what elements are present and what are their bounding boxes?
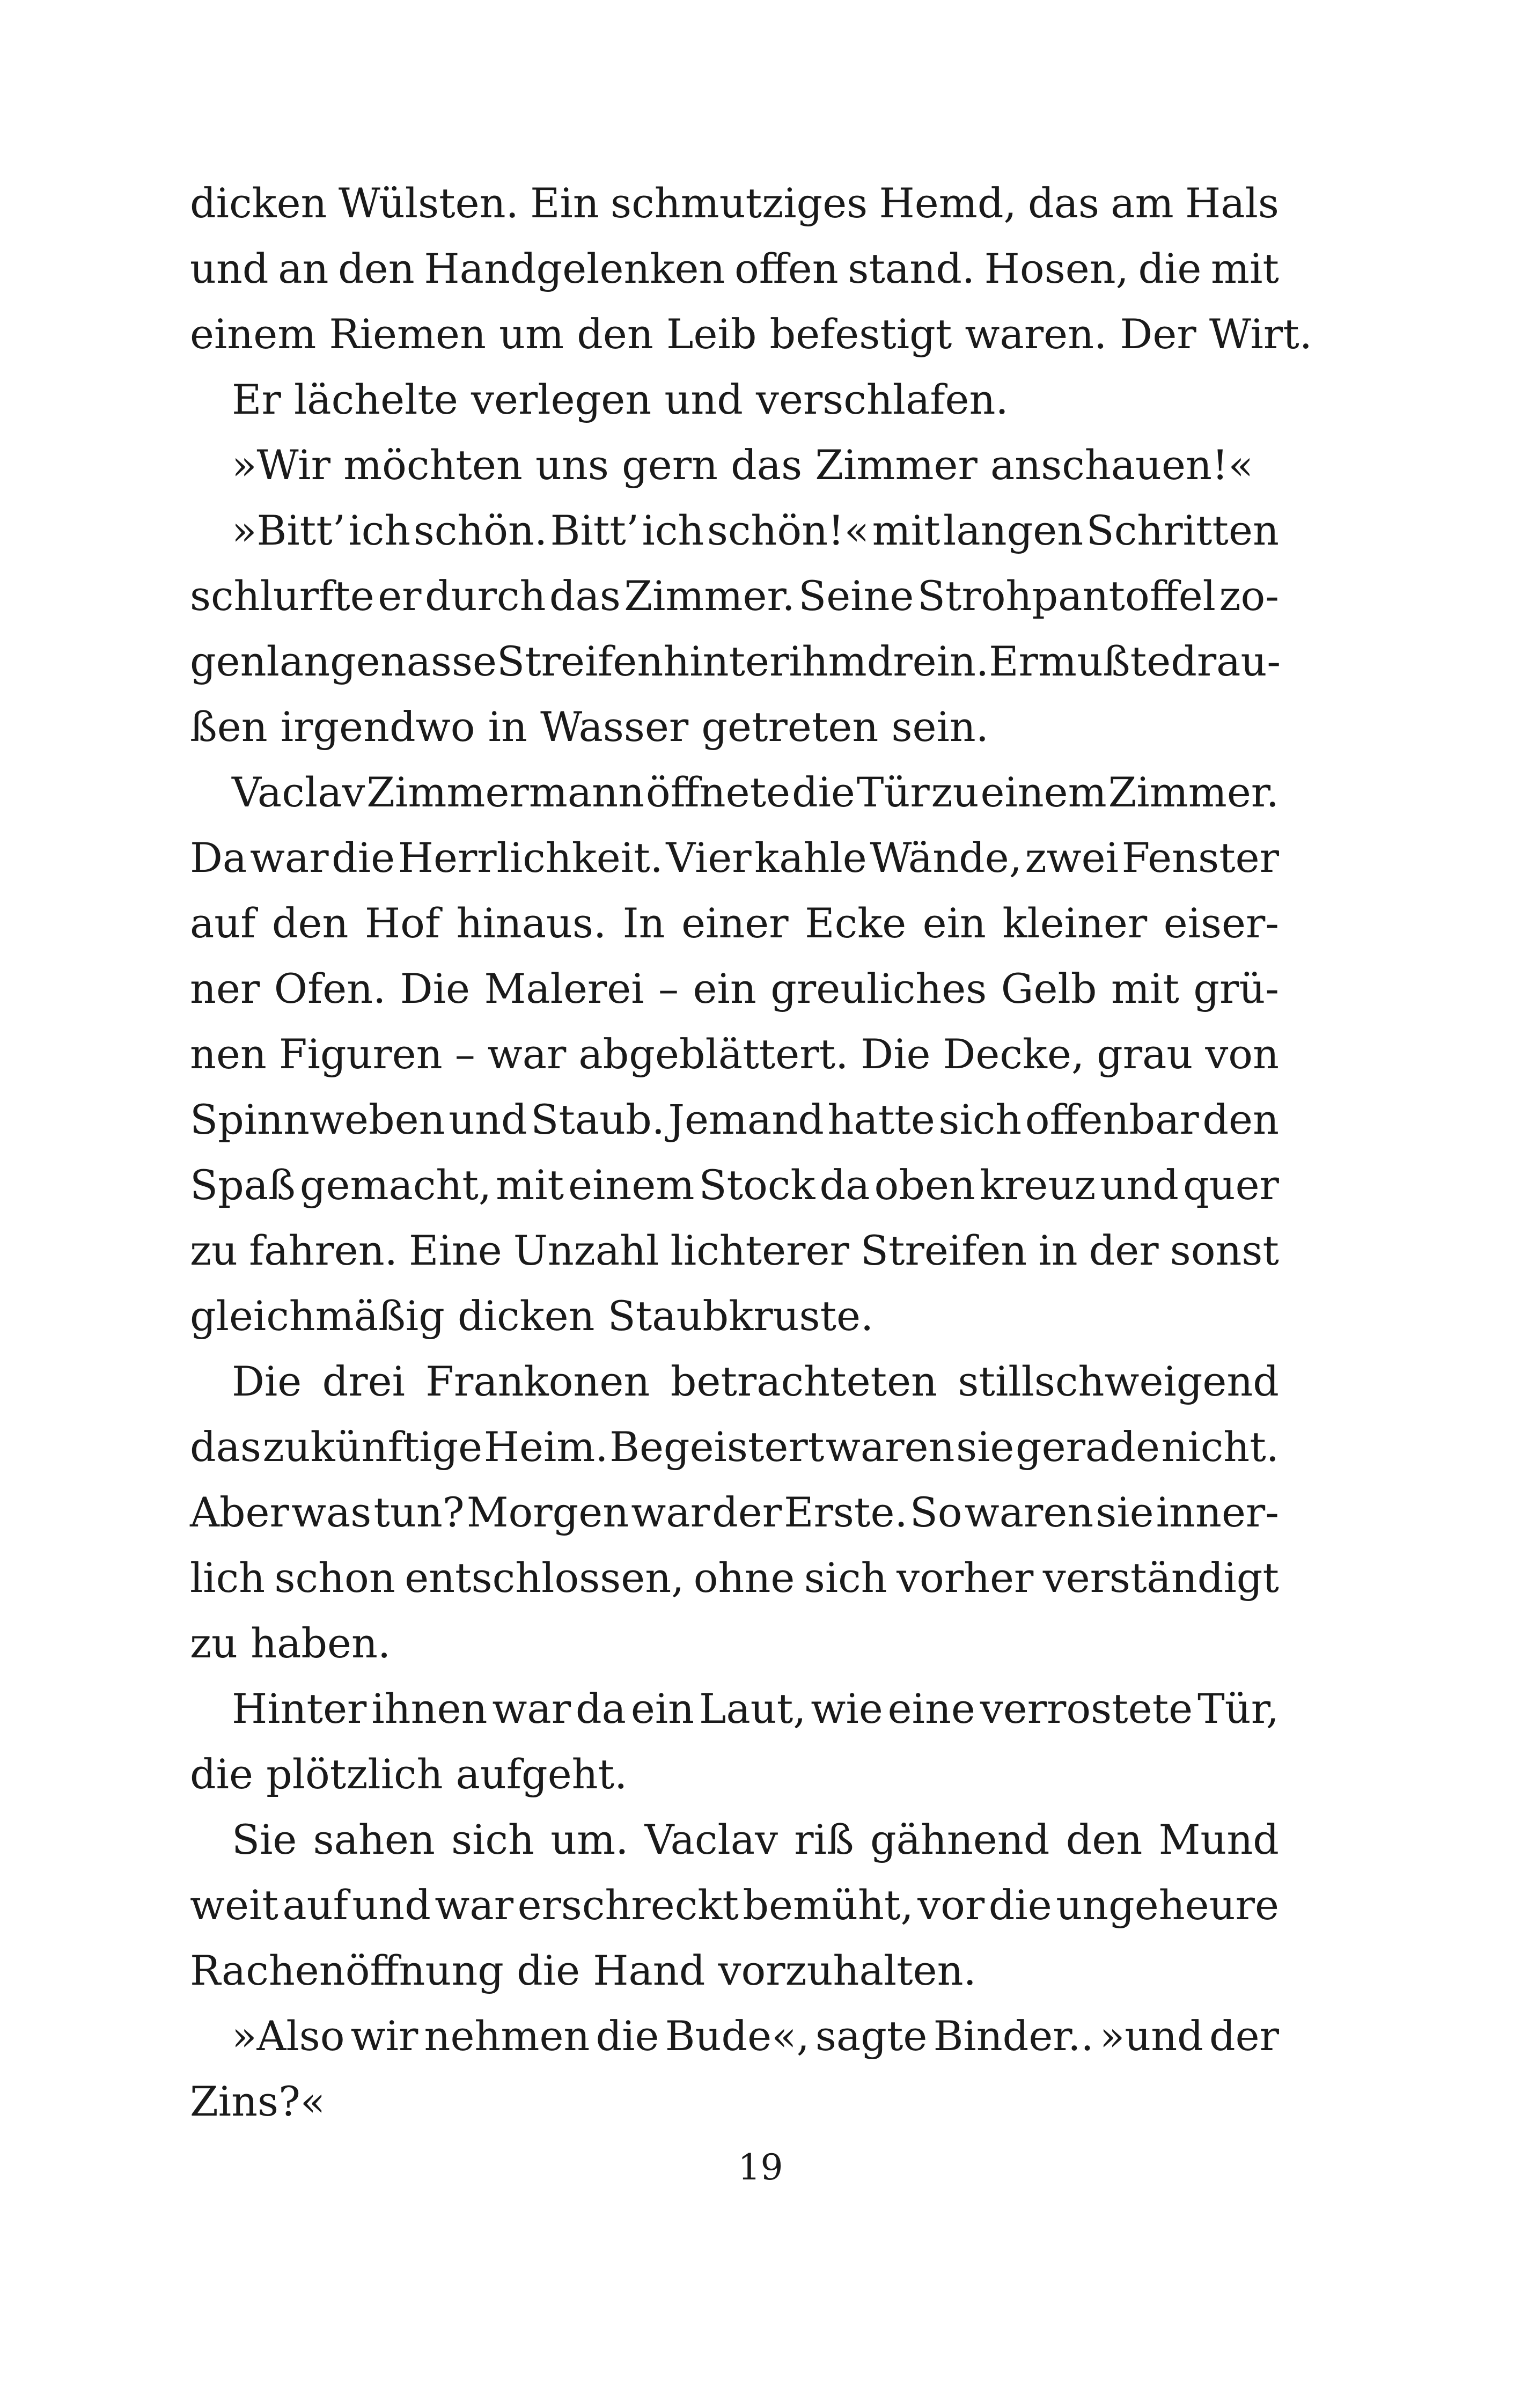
word: Bude«, [665, 2012, 810, 2060]
word: der [1209, 2012, 1279, 2060]
word: Hemd, [879, 179, 1017, 227]
text-line [190, 1807, 1279, 1873]
word: Streifen [497, 637, 664, 685]
word: hinter [663, 637, 789, 685]
word: ein [922, 899, 986, 947]
word: mußte [1038, 637, 1171, 685]
word: Schritten [1086, 506, 1279, 554]
word: und [352, 1881, 431, 1929]
word: Die [232, 1357, 302, 1405]
word: sahen [313, 1816, 435, 1863]
word: wie [811, 1685, 883, 1732]
word: zo- [1219, 572, 1279, 620]
text-line [190, 1218, 1279, 1283]
word: das [549, 572, 621, 620]
word: gähnend [870, 1816, 1050, 1863]
word: Frankonen [425, 1357, 650, 1405]
word: nen [190, 1030, 267, 1078]
word: Vier [666, 834, 752, 882]
word: bemüht, [743, 1881, 914, 1929]
word: und [1100, 1161, 1179, 1209]
word: Tür [856, 768, 930, 816]
word: ihnen [371, 1685, 488, 1732]
word: einem [980, 768, 1107, 816]
word: weit [190, 1881, 278, 1929]
word: Jemand [668, 1096, 824, 1143]
word: sie [1096, 1488, 1154, 1536]
word: mit [496, 1161, 564, 1209]
text-line [190, 236, 1279, 302]
word: Streifen [860, 1227, 1027, 1274]
word: Zimmer. [1108, 768, 1279, 816]
word: öffnete [645, 768, 791, 816]
text-line: gleichmäßig dicken Staubkruste. [190, 1292, 874, 1340]
word: der [712, 1488, 782, 1536]
word: und [449, 1096, 527, 1143]
text-line [190, 498, 1279, 563]
word: nasse [380, 637, 497, 685]
word: in [1038, 1227, 1078, 1274]
page-number: 19 [738, 2147, 783, 2188]
word: sich [804, 1554, 887, 1602]
word: oben [874, 1161, 975, 1209]
word: »Bitt’ [232, 506, 346, 554]
word: – [454, 1030, 475, 1078]
text-line [190, 1152, 1279, 1218]
word: da [575, 1685, 626, 1732]
text-line: die plötzlich aufgeht. [190, 1750, 628, 1798]
word: Wände, [870, 834, 1022, 882]
word: an [278, 245, 329, 292]
word: lichterer [670, 1227, 849, 1274]
word: Morgen [466, 1488, 629, 1536]
word: erschreckt [517, 1881, 739, 1929]
text-line [190, 629, 1279, 694]
word: Decke, [943, 1030, 1085, 1078]
word: war [492, 1685, 571, 1732]
word: von [1205, 1030, 1279, 1078]
word: kahle [754, 834, 867, 882]
word: Vaclav [644, 1816, 778, 1863]
text-line [190, 1676, 1279, 1742]
text-line: ßen irgendwo in Wasser getreten sein. [190, 703, 989, 751]
word: die [596, 2012, 659, 2060]
word: auf [190, 899, 256, 947]
word: Hosen, [984, 245, 1129, 292]
word: betrachteten [670, 1357, 938, 1405]
word: sich [938, 1096, 1022, 1143]
word: Seine [798, 572, 914, 620]
word: Ofen. [274, 965, 386, 1012]
word: um. [550, 1816, 629, 1863]
text-line [190, 1414, 1279, 1480]
word: Hof [364, 899, 440, 947]
word: schon [274, 1554, 395, 1602]
text-line [190, 1545, 1279, 1611]
word: lange [266, 637, 380, 685]
word: Sie [232, 1816, 297, 1863]
word: drei [322, 1357, 405, 1405]
word: ungeheure [1056, 1881, 1279, 1929]
word: schlurfte [190, 572, 374, 620]
word: hatte [827, 1096, 935, 1143]
word: riß [794, 1816, 854, 1863]
text-line [190, 1480, 1279, 1545]
word: Ecke [805, 899, 907, 947]
word: drein. [866, 637, 989, 685]
word: Gelb [1001, 965, 1097, 1012]
word: Hinter [232, 1685, 367, 1732]
word: waren [825, 1423, 955, 1471]
word: Malerei [484, 965, 644, 1012]
word: den [1066, 1816, 1143, 1863]
word: zukünftige [262, 1423, 483, 1471]
word: verrostete [980, 1685, 1193, 1732]
word: er [378, 572, 422, 620]
word: Zimmermann [366, 768, 645, 816]
word: waren [964, 1488, 1094, 1536]
word: offenbar [1025, 1096, 1199, 1143]
word: Vaclav [232, 768, 365, 816]
word: Stock [699, 1161, 815, 1209]
word: hinaus. [456, 899, 607, 947]
word: inner- [1156, 1488, 1279, 1536]
word: tun? [373, 1488, 465, 1536]
text-line: Zins?« [190, 2077, 326, 2125]
word: das [190, 1423, 261, 1471]
word: die [1138, 245, 1202, 292]
word: eine [887, 1685, 975, 1732]
word: sagte [815, 2012, 928, 2060]
word: verständigt [1042, 1554, 1279, 1602]
word: einer [681, 899, 789, 947]
text-line: einem Riemen um den Leib befestigt waren. Der Wirt. [190, 310, 1312, 358]
text-line: Er lächelte verlegen und verschlafen. [232, 376, 1009, 423]
word: grü- [1193, 965, 1279, 1012]
text-line [190, 1087, 1279, 1152]
word: was [291, 1488, 372, 1536]
text-line: »Wir möchten uns gern das Zimmer anschauen!« [232, 441, 1253, 489]
word: war [249, 834, 329, 882]
word: gerade [1015, 1423, 1160, 1471]
word: dicken [190, 179, 327, 227]
word: auf [282, 1881, 348, 1929]
word: zu [190, 1227, 238, 1274]
word: lich [190, 1554, 266, 1602]
word: Handgelenken [424, 245, 725, 292]
word: kleiner [1002, 899, 1148, 947]
word: Begeistert [609, 1423, 825, 1471]
text-line [190, 171, 1279, 236]
word: sich [451, 1816, 534, 1863]
word: Da [190, 834, 247, 882]
word: greuliches [770, 965, 987, 1012]
word: mit [1111, 965, 1179, 1012]
text-line [190, 1022, 1279, 1087]
word: Spinnweben [190, 1096, 445, 1143]
word: war [487, 1030, 567, 1078]
word: zwei [1025, 834, 1119, 882]
word: Zimmer. [624, 572, 795, 620]
word: kreuz [979, 1161, 1096, 1209]
word: die [332, 834, 395, 882]
word: zu [931, 768, 979, 816]
word: Binder.. [933, 2012, 1094, 2060]
word: abgeblättert. [578, 1030, 849, 1078]
word: Er [989, 637, 1038, 685]
word: Hals [1185, 179, 1279, 227]
word: den [1202, 1096, 1279, 1143]
text-line [190, 563, 1279, 629]
word: offen [734, 245, 839, 292]
word: ich [642, 506, 704, 554]
word: Laut, [699, 1685, 806, 1732]
word: Erste. [784, 1488, 908, 1536]
text-line: zu haben. [190, 1619, 391, 1667]
word: Heim. [483, 1423, 608, 1471]
word: Die [861, 1030, 931, 1078]
word: Ein [530, 179, 599, 227]
word: stillschweigend [958, 1357, 1279, 1405]
word: – [658, 965, 679, 1012]
word: die [988, 1881, 1052, 1929]
text-line: Rachenöffnung die Hand vorzuhalten. [190, 1947, 976, 1994]
word: ich [348, 506, 411, 554]
word: schmutziges [611, 179, 868, 227]
word: schön!« [707, 506, 870, 554]
word: So [909, 1488, 962, 1536]
text-line [190, 2003, 1279, 2069]
text-line [190, 1349, 1279, 1414]
word: durch [424, 572, 546, 620]
word: und [190, 245, 269, 292]
word: sie [956, 1423, 1015, 1471]
word: sonst [1170, 1227, 1279, 1274]
word: nicht. [1161, 1423, 1279, 1471]
word: »und [1099, 2012, 1203, 2060]
word: Herrlichkeit. [398, 834, 663, 882]
word: mit [1211, 245, 1279, 292]
word: Mund [1158, 1816, 1279, 1863]
word: stand. [848, 245, 975, 292]
word: Fenster [1121, 834, 1279, 882]
word: Figuren [278, 1030, 443, 1078]
word: ihm [789, 637, 867, 685]
word: eiser- [1163, 899, 1279, 947]
word: quer [1182, 1161, 1279, 1209]
word: der [1089, 1227, 1159, 1274]
word: Die [400, 965, 471, 1012]
word: grau [1097, 1030, 1193, 1078]
word: Bitt’ [550, 506, 640, 554]
text-line [190, 825, 1279, 891]
word: ein [693, 965, 756, 1012]
word: gemacht, [299, 1161, 492, 1209]
word: gen [190, 637, 267, 685]
word: mit [872, 506, 940, 554]
word: den [338, 245, 415, 292]
word: Tür, [1197, 1685, 1279, 1732]
word: Staub. [531, 1096, 665, 1143]
word: nehmen [424, 2012, 590, 2060]
word: am [1111, 179, 1174, 227]
word: Aber [190, 1488, 289, 1536]
text-line [190, 956, 1279, 1022]
word: vor [917, 1881, 985, 1929]
text-line [190, 891, 1279, 956]
word: Unzahl [513, 1227, 659, 1274]
word: vorher [897, 1554, 1034, 1602]
body-text [190, 171, 1312, 2134]
word: die [791, 768, 855, 816]
text-line [190, 1873, 1279, 1938]
word: das [1027, 179, 1099, 227]
word: Strohpantoffel [917, 572, 1216, 620]
word: fahren. [249, 1227, 398, 1274]
word: ein [630, 1685, 695, 1732]
word: ohne [693, 1554, 795, 1602]
word: den [271, 899, 349, 947]
word: »Also [232, 2012, 345, 2060]
word: entschlossen, [405, 1554, 685, 1602]
text-line [190, 760, 1279, 825]
word: Eine [409, 1227, 502, 1274]
word: Spaß [190, 1161, 296, 1209]
word: Wülsten. [338, 179, 519, 227]
word: einem [568, 1161, 695, 1209]
word: war [435, 1881, 514, 1929]
word: ner [190, 965, 260, 1012]
word: schön. [413, 506, 548, 554]
word: In [622, 899, 665, 947]
word: drau- [1171, 637, 1281, 685]
word: war [631, 1488, 710, 1536]
word: da [819, 1161, 870, 1209]
word: wir [350, 2012, 418, 2060]
word: langen [943, 506, 1084, 554]
